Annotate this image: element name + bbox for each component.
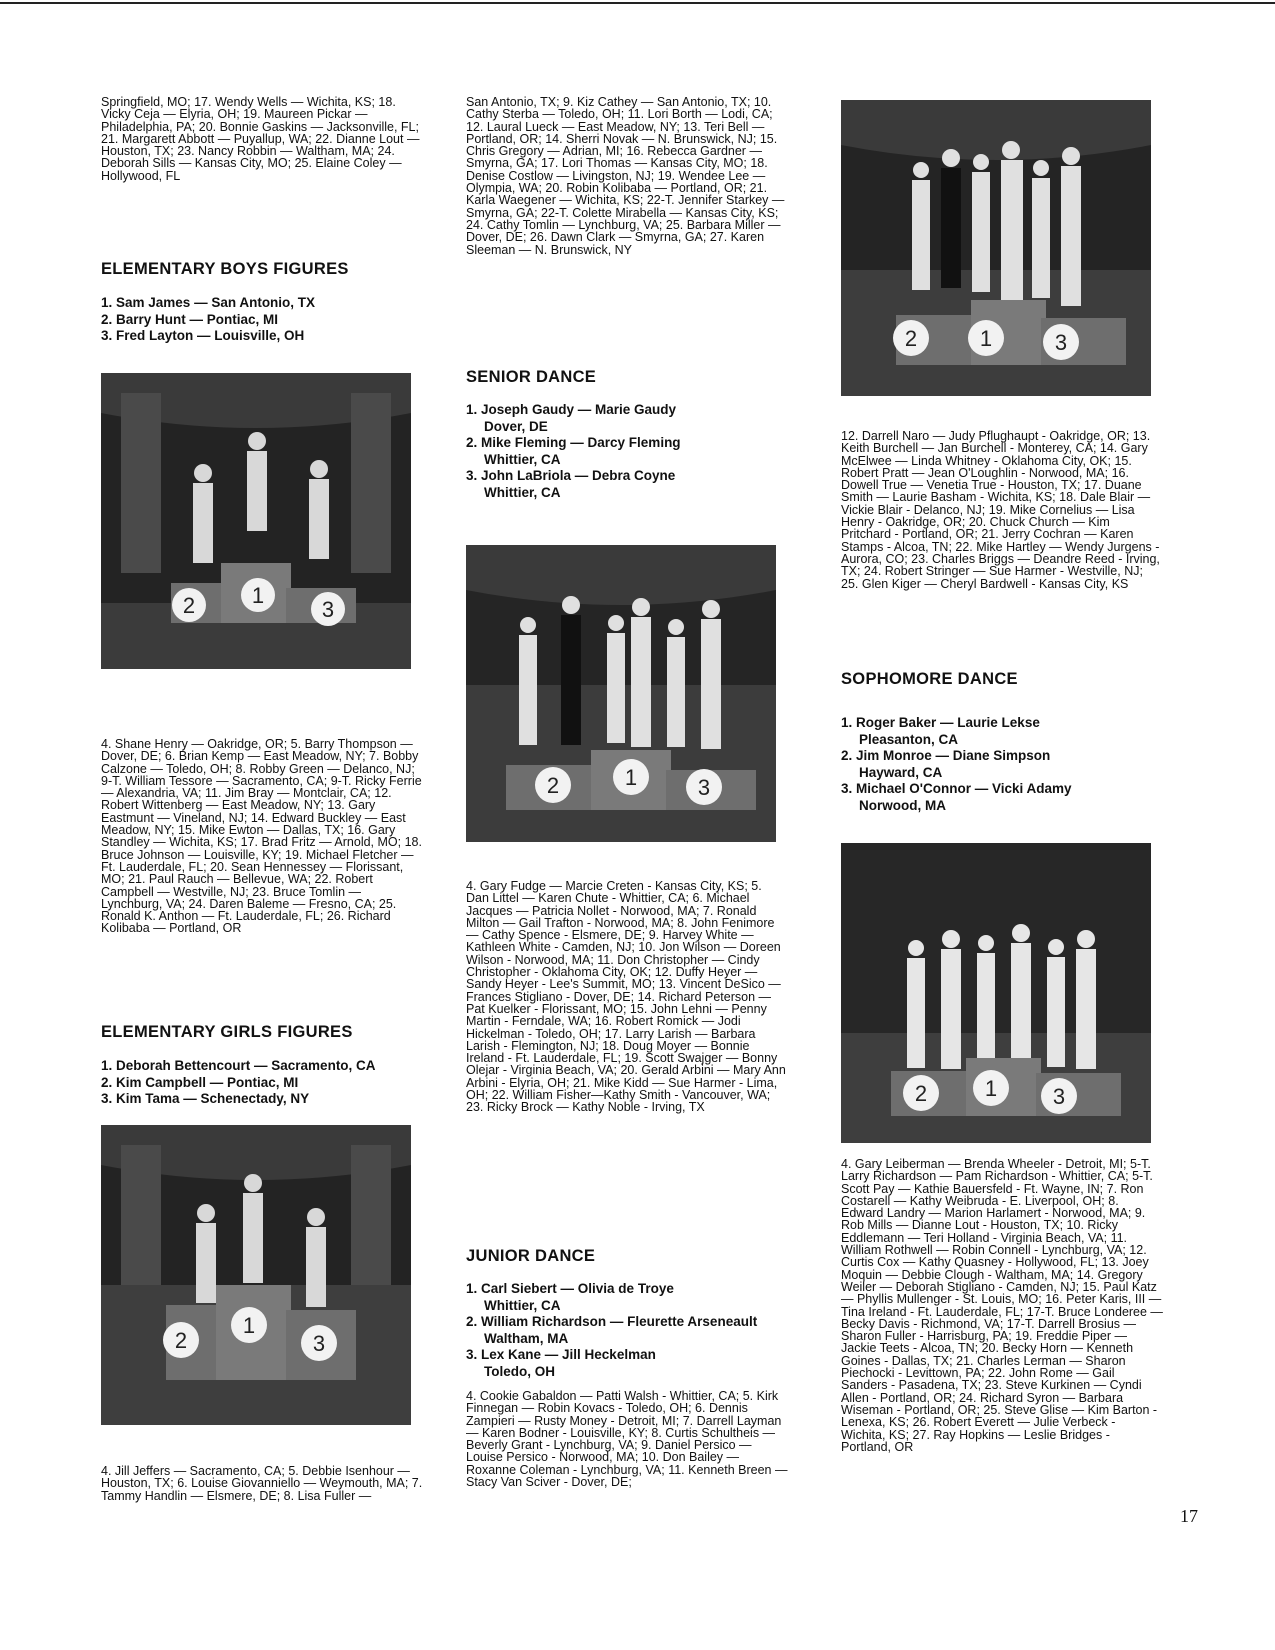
col3-intro [841,430,1163,590]
result-2: 2. Kim Campbell — Pontiac, MI [101,1074,299,1090]
col2-intro-text: San Antonio, TX; 9. Kiz Cathey — San Antonio, TX; 10. Cathy Sterba — Toledo, OH; 11. Lori Borth — Lodi, CA; 12. Laural Lueck — East Meadow, NY; 13. Teri Bell — Portland, OR; 14. Sherri Novak — N. Brunswick, NJ; 15. Chris Gregory — Adrian, MI; 16. Rebecca Gardner — Smyrna, GA; 17. Lori Thomas — Kansas City, MO; 18. Denise Costlow — Livingston, NJ; 19. Wendee Lee — Olympia, WA; 20. Robin Kolibaba — Portland, OR; 21. Karla Waegener — Wichita, KS; 22-T. Jennifer Starkey — Smyrna, GA; 22-T. Colette Mirabella — Kansas City, KS; 24. Cathy Tomlin — Lynchburg, VA; 25. Barbara Miller — Dover, DE; 26. Dawn Clark — Smyrna, GA; 27. Karen Sleeman — N. Brunswick, NY [466,95,785,257]
result-location: Whittier, CA [484,451,561,467]
section-heading: ELEMENTARY BOYS FIGURES [101,260,349,278]
result-1: 1. Deborah Bettencourt — Sacramento, CA [101,1058,376,1073]
result-1 [466,1281,806,1314]
column-2 [466,96,788,256]
result-pair: 2. Jim Monroe — Diane Simpson [841,748,1051,763]
boys-more-results [101,738,423,935]
sophomore-dance-section [841,670,1171,814]
senior-dance-section [466,368,796,501]
podium-2: 2 [182,593,196,618]
result-pair: 1. Carl Siebert — Olivia de Troye [466,1281,674,1296]
result-2 [466,1314,806,1347]
col1-intro-text: Springfield, MO; 17. Wendy Wells — Wichita, KS; 18. Vicky Ceja — Elyria, OH; 19. Maureen Pickar — Philadelphia, PA; 20. Bonnie Gaskins — Jacksonville, FL; 21. Margarett Abbott — Puyallup, WA; 22. Dianne Lout — Houston, TX; 23. Nancy Robbin — Waltham, MA; 24. Deborah Sills — Kansas City, MO; 25. Elaine Coley — Hollywood, FL [101,95,420,183]
podium-3: 3 [321,597,335,622]
podium-1: 1 [984,1076,998,1101]
result-pair: 3. Michael O'Connor — Vicki Adamy [841,781,1072,796]
top-rule [0,2,1275,4]
photo-sophomore-dance [841,843,1151,1143]
result-pair: 1. Joseph Gaudy — Marie Gaudy [466,402,677,417]
result-location: Norwood, MA [859,797,946,813]
result-pair: 3. Lex Kane — Jill Heckelman [466,1347,656,1362]
podium-2: 2 [914,1081,928,1106]
result-3 [466,1347,806,1380]
result-location: Whittier, CA [484,484,561,500]
result-pair: 2. Mike Fleming — Darcy Fleming [466,435,681,450]
result-2: 2. Barry Hunt — Pontiac, MI [101,311,279,327]
result-location: Waltham, MA [484,1330,569,1346]
photo-elementary-boys [101,373,411,669]
result-3: 3. Kim Tama — Schenectady, NY [101,1091,310,1106]
result-pair: 3. John LaBriola — Debra Coyne [466,468,676,483]
podium-3: 3 [312,1331,326,1356]
result-pair: 1. Roger Baker — Laurie Lekse [841,715,1040,730]
senior-more-results [466,880,788,1114]
result-location: Whittier, CA [484,1297,561,1313]
result-1: 1. Sam James — San Antonio, TX [101,295,316,310]
elementary-girls-section [101,1023,431,1108]
result-2 [466,435,796,468]
results-list [466,1281,806,1380]
photo-elementary-girls [101,1125,411,1425]
section-heading: JUNIOR DANCE [466,1247,596,1265]
podium-3: 3 [697,775,711,800]
result-3 [841,781,1171,814]
result-location: Hayward, CA [859,764,943,780]
results-list [101,295,431,345]
section-heading: SOPHOMORE DANCE [841,670,1018,688]
photo-junior-dance [841,100,1151,396]
podium-2: 2 [546,773,560,798]
result-1 [466,402,796,435]
photo-senior-dance [466,545,776,842]
elementary-boys-section [101,260,431,345]
podium-2: 2 [174,1328,188,1353]
podium-3: 3 [1054,330,1068,355]
girls-more-text: 4. Jill Jeffers — Sacramento, CA; 5. Debbie Isenhour — Houston, TX; 6. Louise Giovanniello — Weymouth, MA; 7. Tammy Handlin — Elsmere, DE; 8. Lisa Fuller — [101,1464,423,1503]
result-1 [841,715,1171,748]
junior-dance-section [466,1247,806,1488]
result-3: 3. Fred Layton — Louisville, OH [101,328,305,343]
podium-1: 1 [251,583,265,608]
senior-more-text: 4. Gary Fudge — Marcie Creten - Kansas City, KS; 5. Dan Littel — Karen Chute - Whittier, CA; 6. Michael Jacques — Patricia Nollet - Norwood, MA; 7. Ronald Milton — Gail Trafton - Norwood, MA; 8. John Fenimore — Cathy Spence - Elsmere, DE; 9. Harvey White — Kathleen White - Camden, NJ; 10. Jon Wilson — Doreen Wilson - Norwood, MA; 11. Don Christopher — Cindy Christopher - Oklahoma City, OK; 12. Duffy Heyer — Sandy Heyer - Lee's Summit, MO; 13. Vincent DeSico — Frances Stigliano - Dover, DE; 14. Richard Peterson — Pat Kuelker - Florissant, MO; 15. John Lehni — Penny Martin - Ferndale, WA; 16. Robert Romick — Jodi Hickelman - Toledo, OH; 17. Larry Larish — Barbara Larish - Flemington, NJ; 18. Doug Moyer — Bonnie Ireland - Ft. Lauderdale, FL; 19. Scott Swajger — Bonny Olejar - Virginia Beach, VA; 20. Gerald Arbini — Mary Ann Arbini - Elyria, OH; 21. Mike Kidd — Sue Harmer - Lima, OH; 22. William Fisher—Kathy Smith - Vancouver, WA; 23. Ricky Brock — Kathy Noble - Irving, TX [466,879,786,1115]
results-list [841,715,1171,814]
podium-1: 1 [979,326,993,351]
section-heading: SENIOR DANCE [466,368,597,386]
result-2 [841,748,1171,781]
result-3 [466,468,796,501]
page-number: 17 [1180,1506,1198,1526]
results-list [101,1058,431,1108]
podium-3: 3 [1052,1084,1066,1109]
result-location: Toledo, OH [484,1363,555,1379]
boys-more-text: 4. Shane Henry — Oakridge, OR; 5. Barry Thompson — Dover, DE; 6. Brian Kemp — East Meadow, NY; 7. Bobby Calzone — Toledo, OH; 8. Robby Green — Delanco, NJ; 9-T. William Tessore — Sacramento, CA; 9-T. Ricky Ferrie — Alexandria, VA; 11. Jim Bray — Montclair, CA; 12. Robert Wittenberg — East Meadow, NY; 13. Gary Eastmunt — Vineland, NJ; 14. Edward Buckley — East Meadow, NY; 15. Mike Ewton — Dallas, TX; 16. Gary Standley — Wichita, KS; 17. Brad Fritz — Arnold, MO; 18. Bruce Johnson — Louisville, KY; 19. Michael Fletcher — Ft. Lauderdale, FL; 20. Sean Hennessey — Florissant, MO; 21. Paul Rauch — Bellevue, WA; 22. Robert Campbell — Westville, NJ; 23. Bruce Tomlin — Lynchburg, VA; 24. Daren Baleme — Fresno, CA; 25. Ronald K. Anthon — Ft. Lauderdale, FL; 26. Richard Kolibaba — Portland, OR [101,737,422,936]
col3-intro-text: 12. Darrell Naro — Judy Pflughaupt - Oakridge, OR; 13. Keith Burchell — Jan Burchell - Monterey, CA; 14. Gary McElwee — Linda Whitney - Oklahoma City, OK; 15. Robert Pratt — Jean O'Loughlin - Norwood, MA; 16. Dowell True — Venetia True - Houston, TX; 17. Duane Smith — Laurie Basham - Wichita, KS; 18. Dale Blair — Vickie Blair - Delanco, NJ; 19. Mike Cornelius — Lisa Henry - Oakridge, OR; 20. Chuck Church — Kim Pritchard - Portland, OR; 21. Jerry Cochran — Karen Stamps - Alcoa, TN; 22. Mike Hartley — Wendy Jurgens - Aurora, CO; 23. Charles Briggs — Deandre Reed - Irving, TX; 24. Robert Stringer — Sue Harmer - Westville, NJ; 25. Glen Kiger — Cheryl Bardwell - Kansas City, KS [841,429,1160,591]
result-location: Dover, DE [484,418,548,434]
results-list [466,402,796,501]
sophomore-more-results [841,1158,1163,1453]
podium-1: 1 [624,765,638,790]
girls-more-results [101,1465,423,1502]
junior-more-text: 4. Cookie Gabaldon — Patti Walsh - Whittier, CA; 5. Kirk Finnegan — Robin Kovacs - Toledo, OH; 6. Dennis Zampieri — Rusty Money - Detroit, MI; 7. Darrell Layman — Karen Bodner - Louisville, KY; 8. Curtis Schultheis — Beverly Grant - Lynchburg, VA; 9. Daniel Persico — Louise Persico - Norwood, MA; 10. Don Bailey — Roxanne Coleman - Lynchburg, VA; 11. Kenneth Breen — Stacy Van Sciver - Dover, DE; [466,1389,788,1490]
result-location: Pleasanton, CA [859,731,959,747]
podium-2: 2 [904,326,918,351]
result-pair: 2. William Richardson — Fleurette Arseneault [466,1314,758,1329]
podium-1: 1 [242,1313,256,1338]
section-heading: ELEMENTARY GIRLS FIGURES [101,1023,353,1041]
column-1 [101,96,423,182]
sophomore-more-text: 4. Gary Leiberman — Brenda Wheeler - Detroit, MI; 5-T. Larry Richardson — Pam Richardson - Whittier, CA; 5-T. Scott Pay — Kathie Bauersfeld - Ft. Wayne, IN; 7. Ron Costarell — Kathy Weibruda - E. Liverpool, OH; 8. Edward Landry — Marion Harlamert - Norwood, MA; 9. Rob Mills — Dianne Lout - Houston, TX; 10. Ricky Eddlemann — Teri Holland - Virginia Beach, VA; 11. William Rothwell — Robin Connell - Lynchburg, VA; 12. Curtis Cox — Kathy Quasney - Hollywood, FL; 13. Joey Moquin — Debbie Clough - Waltham, MA; 14. Gregory Weiler — Deborah Stigliano - Camden, NJ; 15. Paul Katz — Phyllis Mullenger - St. Louis, MO; 16. Peter Karis, III — Tina Ireland - Ft. Lauderdale, FL; 17-T. Bruce Londeree — Becky Davis - Richmond, VA; 17-T. Darrell Brosius — Sharon Fuller - Harrisburg, PA; 19. Freddie Piper — Jackie Teets - Alcoa, TN; 20. Becky Horn — Kenneth Goines - Dallas, TX; 21. Charles Lerman — Sharon Piechocki - Levittown, PA; 22. John Rome — Gail Sanders - Pasadena, TX; 23. Steve Kurkinen — Cyndi Allen - Portland, OR; 24. Richard Syron — Barbara Wiseman - Portland, OR; 25. Steve Glise — Kim Barton - Lenexa, KS; 26. Robert Everett — Julie Verbeck - Wichita, KS; 27. Ray Hopkins — Leslie Bridges - Portland, OR [841,1157,1163,1454]
